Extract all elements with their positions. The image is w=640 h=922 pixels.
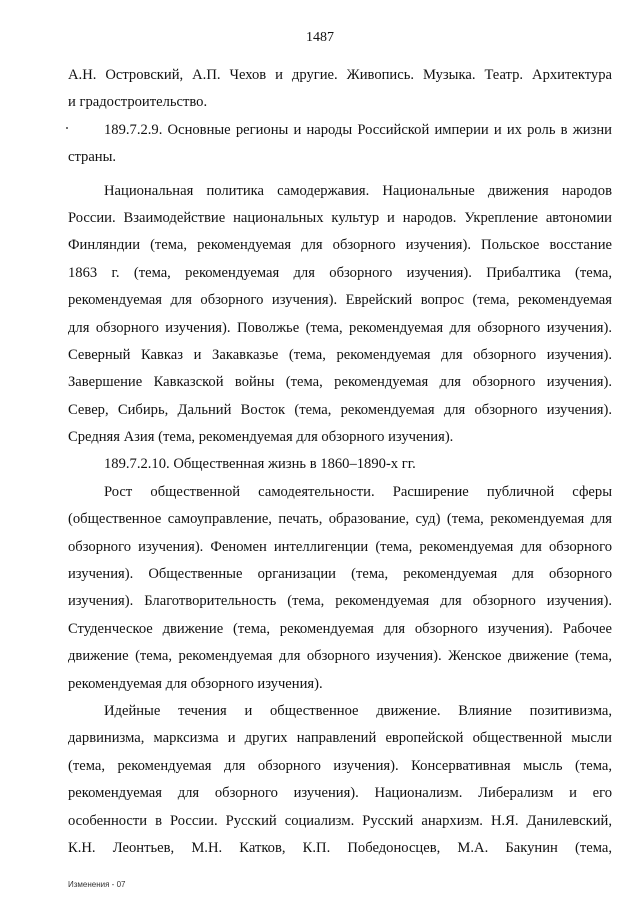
text-line: 189.7.2.9. Основные регионы и народы Российской империи и их роль в жизни <box>104 121 612 138</box>
text-line: 189.7.2.10. Общественная жизнь в 1860–1890-х гг. <box>104 456 416 473</box>
text-line: России. Взаимодействие национальных культур и народов. Укрепление автономии <box>68 209 612 226</box>
text-line: обзорного изучения). Феномен интеллигенции (тема, рекомендуемая для обзорного <box>68 538 612 555</box>
page-number: 1487 <box>306 30 334 45</box>
text-line: Студенческое движение (тема, рекомендуемая для обзорного изучения). Рабочее <box>68 620 612 637</box>
text-line: Средняя Азия (тема, рекомендуемая для обзорного изучения). <box>68 429 454 446</box>
text-line: К.Н. Леонтьев, М.Н. Катков, К.П. Победоносцев, М.А. Бакунин (тема, <box>68 839 612 856</box>
text-line: Северный Кавказ и Закавказье (тема, рекомендуемая для обзорного изучения). <box>68 346 612 363</box>
footer-revision: Изменения - 07 <box>68 880 126 889</box>
text-line: рекомендуемая для обзорного изучения). <box>68 675 323 692</box>
text-line: изучения). Благотворительность (тема, рекомендуемая для обзорного изучения). <box>68 593 612 610</box>
text-line: (тема, рекомендуемая для обзорного изучения). Консервативная мысль (тема, <box>68 757 612 774</box>
text-line: Рост общественной самодеятельности. Расширение публичной сферы <box>104 483 612 500</box>
text-line: особенности в России. Русский социализм. Русский анархизм. Н.Я. Данилевский, <box>68 812 612 829</box>
document-body <box>68 62 612 862</box>
scan-speck <box>66 127 68 129</box>
text-line: Национальная политика самодержавия. Национальные движения народов <box>104 182 612 199</box>
text-line: для обзорного изучения). Поволжье (тема, рекомендуемая для обзорного изучения). <box>68 319 612 336</box>
text-line: (общественное самоуправление, печать, образование, суд) (тема, рекомендуемая для <box>68 511 612 528</box>
text-line: движение (тема, рекомендуемая для обзорного изучения). Женское движение (тема, <box>68 648 612 665</box>
text-line: и градостроительство. <box>68 94 208 111</box>
text-line: Завершение Кавказской войны (тема, рекомендуемая для обзорного изучения). <box>68 374 612 391</box>
text-line: дарвинизма, марксизма и других направлений европейской общественной мысли <box>68 730 612 747</box>
text-line: рекомендуемая для обзорного изучения). Национализм. Либерализм и его <box>68 785 612 802</box>
text-line: А.Н. Островский, А.П. Чехов и другие. Живопись. Музыка. Театр. Архитектура <box>68 67 612 83</box>
text-line: страны. <box>68 149 117 166</box>
text-line: 1863 г. (тема, рекомендуемая для обзорного изучения). Прибалтика (тема, <box>68 264 612 281</box>
text-line: Север, Сибирь, Дальний Восток (тема, рекомендуемая для обзорного изучения). <box>68 401 612 418</box>
text-line: рекомендуемая для обзорного изучения). Еврейский вопрос (тема, рекомендуемая <box>68 292 612 309</box>
text-line: Финляндии (тема, рекомендуемая для обзорного изучения). Польское восстание <box>68 237 612 254</box>
text-line: изучения). Общественные организации (тема, рекомендуемая для обзорного <box>68 566 612 583</box>
text-line: Идейные течения и общественное движение. Влияние позитивизма, <box>104 702 612 719</box>
